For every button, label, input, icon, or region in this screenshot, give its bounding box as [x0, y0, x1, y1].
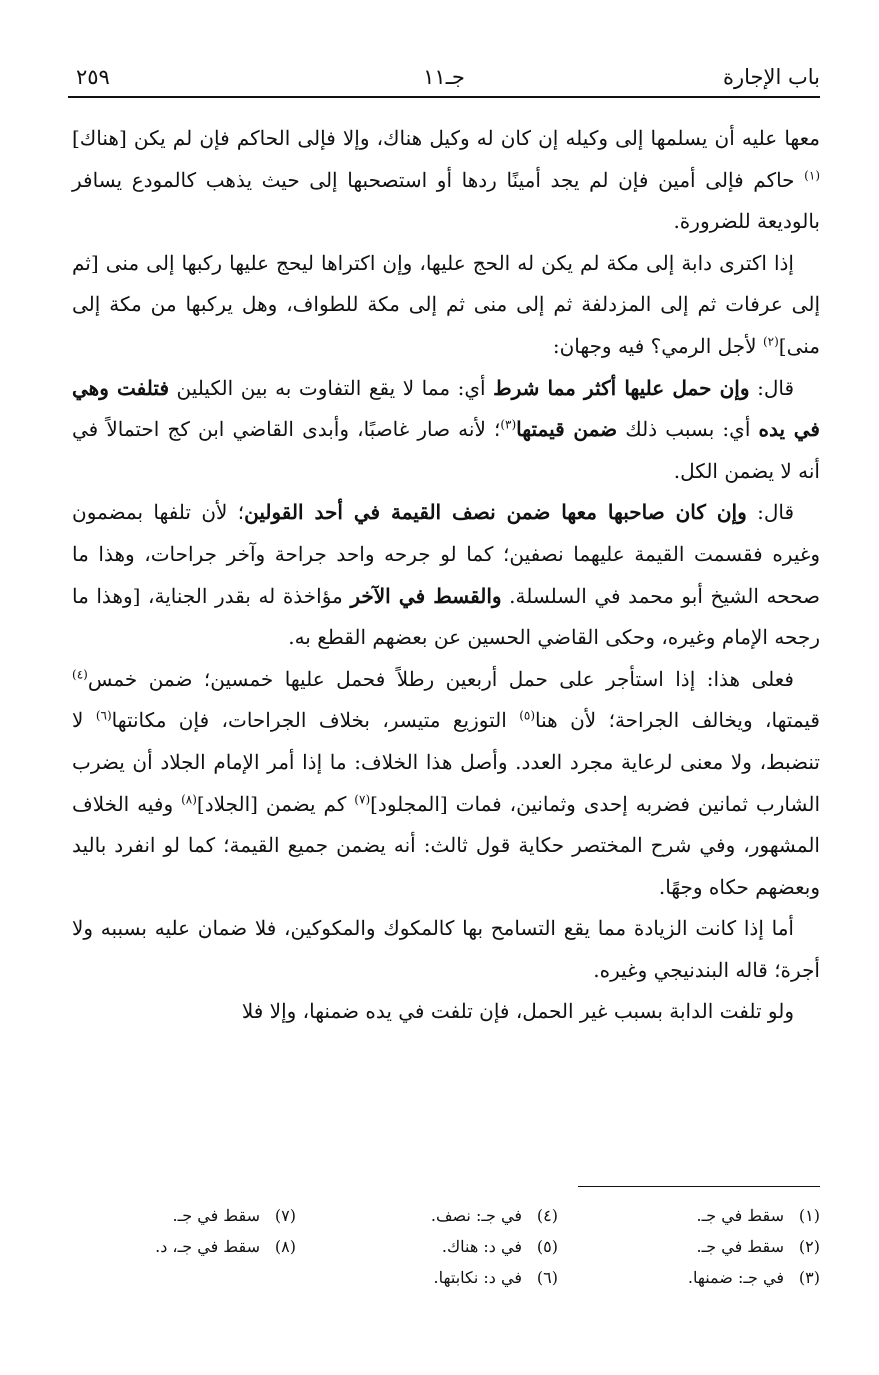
footnote-number: (٧): [274, 1206, 296, 1225]
commentary-text: قيمتها، ويخالف الجراحة؛ لأن هنا: [535, 708, 820, 733]
footnote-number: (٦): [536, 1268, 558, 1287]
paragraph: [72, 991, 820, 1033]
footnote-item: [72, 1231, 296, 1262]
commentary-text: أما إذا كانت الزيادة مما يقع التسامح بها كالمكوك والمكوكين، فلا ضمان عليه بسببه ولا أجرة؛ قاله البندنيجي وغيره.: [72, 916, 820, 982]
footnote-number: (٤): [536, 1206, 558, 1225]
footnote-column: [570, 1200, 820, 1293]
footnote-number: (٨): [274, 1237, 296, 1256]
volume-label: جـ١١: [423, 65, 465, 89]
matn-text: ضمن قيمتها: [516, 417, 618, 442]
footnote-text: في جـ: ضمنها.: [687, 1268, 784, 1287]
footnote-item: [72, 1200, 296, 1231]
commentary-text: حاكم فإلى أمين فإن لم يجد أمينًا ردها أو استصحبها إلى حيث يذهب كالمودع يسافر بالوديعة للضرورة.: [72, 167, 820, 234]
commentary-text: التوزيع متيسر، بخلاف الجراحات، فإن مكانتها: [111, 708, 520, 733]
footnote-text: سقط في جـ.: [696, 1206, 784, 1225]
main-text: [72, 118, 820, 1033]
footnote-number: (٥): [536, 1237, 558, 1256]
paragraph: [72, 908, 820, 991]
footnote-column: [308, 1200, 558, 1293]
paragraph: [72, 118, 820, 243]
footnote-marker: (٧): [354, 791, 371, 806]
matn-text: فتلفت وهي في يده: [72, 375, 820, 442]
footnote-column: [72, 1200, 296, 1262]
footnote-marker: (٥): [519, 708, 536, 723]
paragraph: [72, 492, 820, 658]
footnote-marker: (٣): [500, 417, 517, 432]
footnote-divider: [578, 1186, 820, 1187]
footnote-text: سقط في جـ.: [696, 1237, 784, 1256]
matn-text: وإن كان صاحبها معها ضمن نصف القيمة في أحد القولين: [244, 500, 747, 525]
footnote-marker: (٤): [72, 667, 88, 682]
commentary-text: قال:: [749, 375, 795, 400]
commentary-text: لا تنضبط، ولا معنى لرعاية مجرد العدد. وأصل هذا الخلاف: ما إذا أمر الإمام الجلاد أن يضرب الشارب ثمانين فضربه إحدى وثمانين، فمات [المجلود]: [72, 708, 821, 816]
commentary-text: ؛ لأن تلفها بمضمون وغيره فقسمت القيمة عليهما نصفين؛ كما لو جرحه واحد جراحة وآخر جراحات، وهذا ما صححه الشيخ أبو محمد في السلسلة.: [72, 500, 820, 608]
footnote-item: [308, 1262, 558, 1293]
footnote-text: في د: هناك.: [441, 1237, 522, 1256]
running-header: [68, 58, 820, 92]
chapter-title: باب الإجارة: [722, 65, 820, 89]
commentary-text: وفيه الخلاف المشهور، وفي شرح المختصر حكاية قول ثالث: أنه يضمن جميع القيمة؛ كما لو انفرد باليد وبعضهم حكاه وجهًا.: [72, 791, 820, 899]
commentary-text: ؛ لأنه صار غاصبًا، وأبدى القاضي ابن كج احتمالاً في أنه لا يضمن الكل.: [72, 417, 820, 483]
matn-text: والقسط في الآخر: [350, 583, 502, 608]
paragraph: [72, 659, 820, 909]
page-number: ٢٥٩: [76, 65, 110, 89]
footnote-item: [570, 1200, 820, 1231]
footnote-number: (١): [798, 1206, 820, 1225]
footnote-item: [570, 1231, 820, 1262]
commentary-text: معها عليه أن يسلمها إلى وكيله إن كان له وكيل هناك، وإلا فإلى الحاكم فإن لم يكن [هناك]: [72, 126, 820, 150]
commentary-text: ولو تلفت الدابة بسبب غير الحمل، فإن تلفت في يده ضمنها، وإلا فلا: [241, 999, 794, 1024]
commentary-text: لأجل الرمي؟ فيه وجهان:: [552, 333, 763, 358]
footnote-marker: (٢): [762, 334, 779, 349]
paragraph: [72, 368, 820, 493]
footnote-marker: (٨): [181, 791, 197, 806]
commentary-text: أي: بسبب ذلك: [617, 417, 759, 442]
commentary-text: قال:: [746, 500, 795, 525]
footnote-item: [308, 1231, 558, 1262]
footnote-text: في د: نكابتها.: [433, 1268, 522, 1287]
footnote-text: سقط في جـ، د.: [155, 1237, 260, 1256]
commentary-text: مؤاخذة له بقدر الجناية، [وهذا ما رجحه الإمام وغيره، وحكى القاضي الحسين عن بعضهم القطع به.: [72, 583, 820, 650]
commentary-text: أي: مما لا يقع التفاوت به بين الكيلين: [169, 375, 494, 400]
header-divider: [68, 96, 820, 98]
footnote-number: (٢): [798, 1237, 820, 1256]
footnote-text: في جـ: نصف.: [430, 1206, 522, 1225]
commentary-text: إذا اكترى دابة إلى مكة لم يكن له الحج عليها، وإن اكتراها ليحج عليها ركبها إلى منى [ثم إلى عرفات ثم إلى المزدلفة ثم إلى منى ثم إلى مكة للطواف، وهل يركبها من مكة إلى منى]: [72, 250, 820, 358]
commentary-text: كم يضمن [الجلاد]: [196, 791, 355, 816]
footnote-text: سقط في جـ.: [172, 1206, 260, 1225]
paragraph: [72, 243, 820, 368]
footnote-marker: (٦): [95, 708, 112, 723]
footnote-item: [570, 1262, 820, 1293]
commentary-text: فعلى هذا: إذا استأجر على حمل أربعين رطلاً فحمل عليها خمسين؛ ضمن خمس: [87, 666, 794, 691]
footnote-item: [308, 1200, 558, 1231]
footnote-marker: (١): [804, 167, 820, 182]
matn-text: وإن حمل عليها أكثر مما شرط: [493, 375, 750, 400]
footnote-number: (٣): [798, 1268, 820, 1287]
